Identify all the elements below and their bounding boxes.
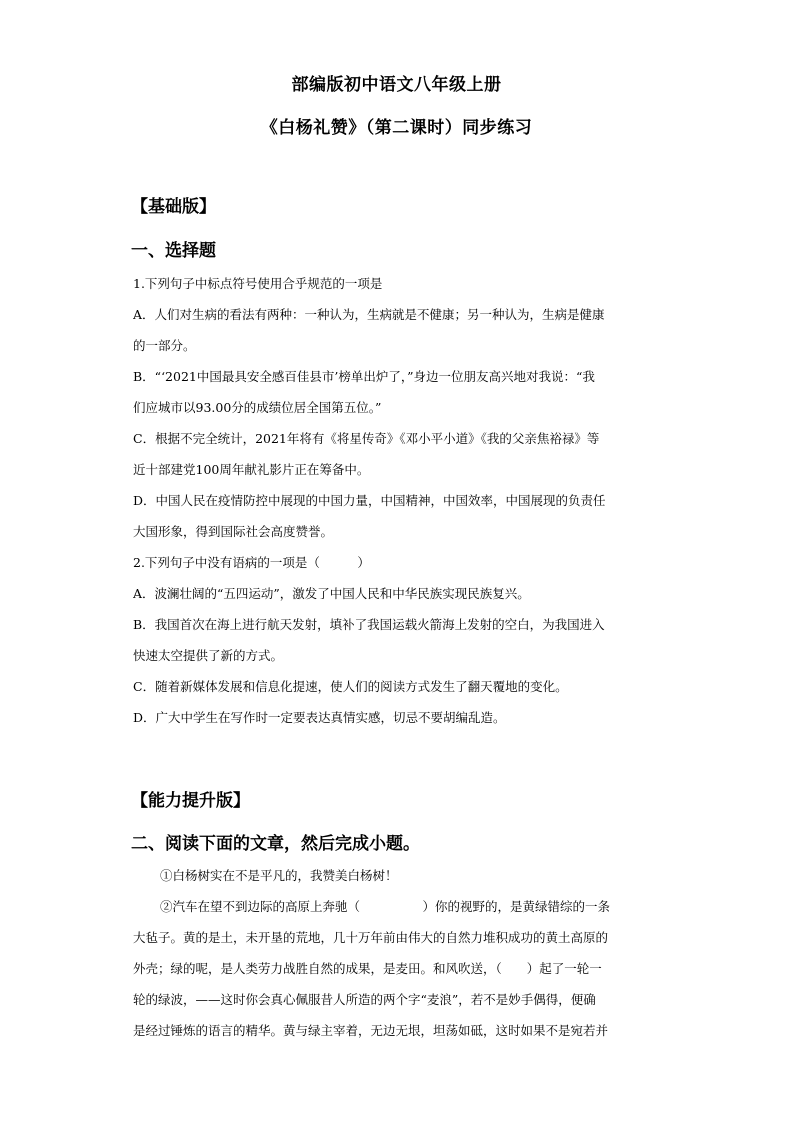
section-one-title: 一、选择题: [131, 241, 216, 261]
passage-line: 是经过锤炼的语言的精华。黄与绿主宰着，无边无垠，坦荡如砥，这时如果不是宛若并: [133, 1023, 609, 1038]
question-1-option-c: C．根据不完全统计，2021年将有《将星传奇》《邓小平小道》《我的父亲焦裕禄》等: [133, 431, 600, 446]
advanced-heading: 【能力提升版】: [131, 791, 250, 811]
basic-questions: [133, 268, 663, 733]
question-2-stem: 2.下列句子中没有语病的一项是（ ）: [133, 555, 370, 570]
question-1-option-a-cont: 的一部分。: [133, 338, 196, 353]
question-1-stem: 1.下列句子中标点符号使用合乎规范的一项是: [133, 276, 383, 291]
question-2-option-b: B．我国首次在海上进行航天发射，填补了我国运载火箭海上发射的空白，为我国进入: [133, 617, 605, 632]
basic-heading: 【基础版】: [131, 197, 216, 217]
question-1-option-d: D．中国人民在疫情防控中展现的中国力量，中国精神，中国效率，中国展现的负责任: [133, 493, 606, 508]
reading-passage: [133, 860, 663, 1046]
question-1-option-d-cont: 大国形象，得到国际社会高度赞誉。: [133, 524, 334, 539]
passage-paragraph-2: ②汽车在望不到边际的高原上奔驰（ ）你的视野的，是黄绿错综的一条: [160, 899, 611, 914]
question-1-option-a: A．人们对生病的看法有两种：一种认为，生病就是不健康；另一种认为，生病是健康: [133, 307, 605, 322]
passage-line: 轮的绿波，——这时你会真心佩服昔人所造的两个字“麦浪”，若不是妙手偶得，便确: [133, 992, 596, 1007]
passage-paragraph-1: ①白杨树实在不是平凡的，我赞美白杨树！: [160, 868, 398, 883]
question-2-option-d: D．广大中学生在写作时一定要表达真情实感，切忌不要胡编乱造。: [133, 710, 506, 725]
passage-line: 外壳；绿的呢，是人类劳力战胜自然的成果，是麦田。和风吹送，（ ）起了一轮一: [133, 961, 602, 976]
question-1-option-b-cont: 们应城市以93.00分的成绩位居全国第五位。”: [133, 400, 382, 415]
document-title: 部编版初中语文八年级上册: [291, 75, 502, 95]
question-2-option-b-cont: 快速太空提供了新的方式。: [133, 648, 284, 663]
passage-line: 大毡子。黄的是土，未开垦的荒地，几十万年前由伟大的自然力堆积成功的黄土高原的: [133, 930, 609, 945]
question-1-option-c-cont: 近十部建党100周年献礼影片正在筹备中。: [133, 462, 370, 477]
section-two-title: 二、阅读下面的文章，然后完成小题。: [131, 834, 420, 854]
question-1-option-b: B．“‘2021中国最具安全感百佳县市’榜单出炉了，”身边一位朋友高兴地对我说：“我: [133, 369, 595, 384]
question-2-option-a: A．波澜壮阔的“五四运动”，激发了中国人民和中华民族实现民族复兴。: [133, 586, 530, 601]
document-subtitle: 《白杨礼赞》（第二课时）同步练习: [260, 118, 533, 138]
question-2-option-c: C．随着新媒体发展和信息化提速，使人们的阅读方式发生了翻天覆地的变化。: [133, 679, 568, 694]
